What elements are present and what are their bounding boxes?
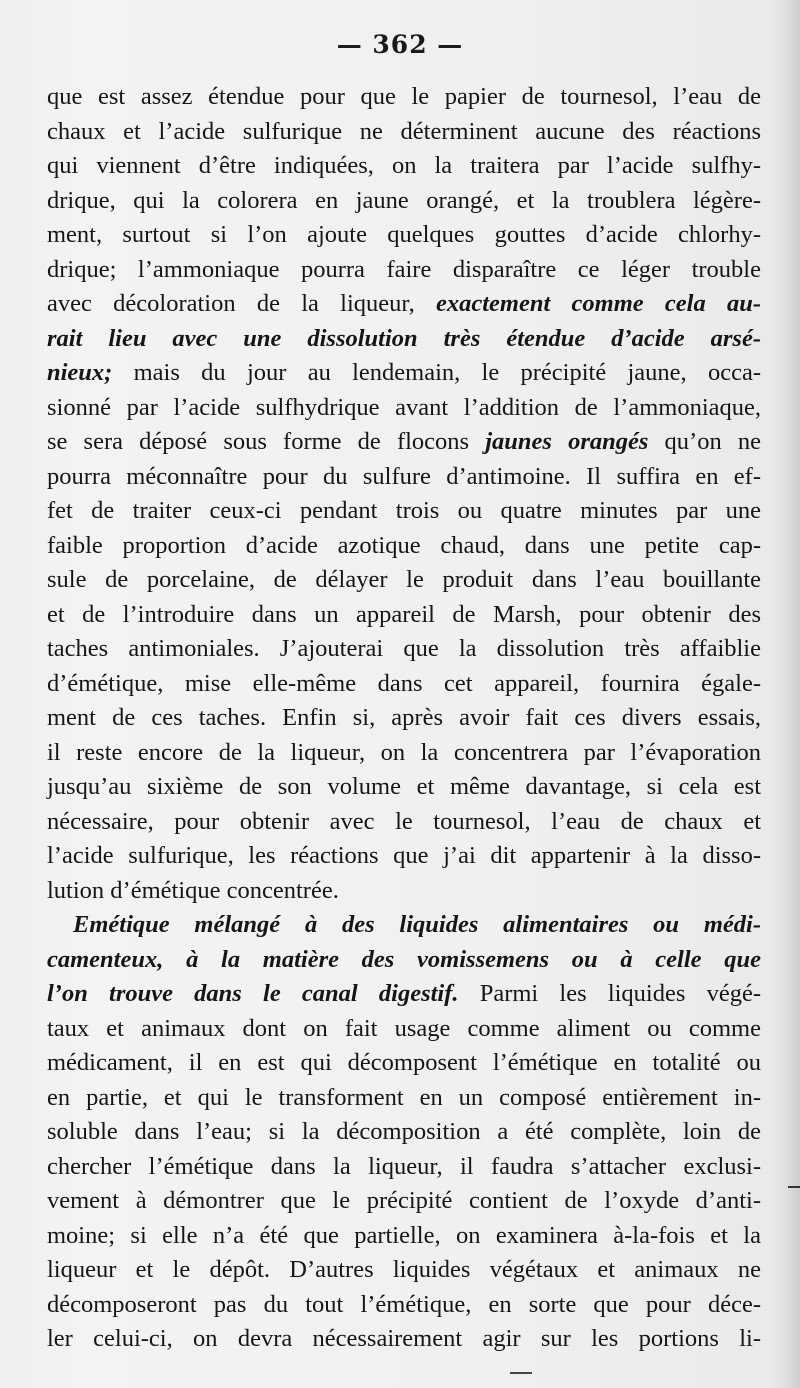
text-segment: vement à démontrer que le précipité contient de l’oxyde d’anti-: [47, 1187, 761, 1214]
text-segment: l’acide sulfurique, les réactions que j’ai dit appartenir à la disso-: [47, 842, 761, 869]
text-line: [47, 391, 761, 426]
text-line: [47, 218, 761, 253]
text-line: [47, 908, 761, 943]
text-line: [47, 1012, 761, 1047]
text-line: [47, 529, 761, 564]
italic-text-segment: l’on trouve dans le canal digestif.: [47, 980, 459, 1007]
text-line: [47, 1322, 761, 1357]
footer-mark: [510, 1372, 532, 1374]
text-segment: qu’on ne: [648, 428, 761, 455]
text-line: [47, 149, 761, 184]
text-line: [47, 736, 761, 771]
italic-text-segment: exactement comme cela au-: [435, 290, 762, 317]
text-segment: ment, surtout si l’on ajoute quelques gouttes d’acide chlorhy-: [47, 221, 761, 248]
text-line: [47, 115, 761, 150]
text-segment: décomposeront pas du tout l’émétique, en sorte que pour déce-: [47, 1290, 761, 1318]
text-segment: pourra méconnaître pour du sulfure d’antimoine. Il suffira en ef-: [47, 462, 761, 490]
text-segment: ment de ces taches. Enfin si, après avoir fait ces divers essais,: [47, 704, 761, 731]
text-line: [47, 1150, 761, 1185]
text-segment: jusqu’au sixième de son volume et même davantage, si cela est: [47, 773, 761, 800]
text-line: [47, 1081, 761, 1116]
text-line: [47, 1046, 761, 1081]
text-line: [47, 1184, 761, 1219]
text-line: [47, 356, 761, 391]
text-segment: Parmi les liquides végé-: [458, 980, 761, 1007]
text-segment: d’émétique, mise elle-même dans cet appareil, fournira égale-: [47, 669, 761, 697]
text-line: [47, 322, 761, 357]
text-line: [47, 770, 761, 805]
text-segment: drique, qui la colorera en jaune orangé, et la troublera légère-: [47, 186, 761, 214]
page-number: — 362 —: [336, 30, 464, 59]
italic-text-segment: camenteux, à la matière des vomissemens ou à celle que: [47, 945, 761, 973]
text-segment: taux et animaux dont on fait usage comme aliment ou comme: [47, 1014, 761, 1042]
body-text: [47, 80, 761, 1357]
margin-mark: [788, 1186, 800, 1188]
text-segment: sionné par l’acide sulfhydrique avant l’addition de l’ammoniaque,: [47, 393, 761, 421]
text-segment: liqueur et le dépôt. D’autres liquides végétaux et animaux ne: [47, 1256, 761, 1283]
text-segment: avec décoloration de la liqueur,: [47, 290, 436, 317]
text-line: [47, 563, 761, 598]
text-line: [47, 701, 761, 736]
text-segment: taches antimoniales. J’ajouterai que la dissolution très affaiblie: [47, 635, 761, 662]
page-edge-shadow: [772, 0, 800, 1388]
text-segment: lution d’émétique concentrée.: [47, 876, 339, 904]
text-line: [47, 839, 761, 874]
text-line: [47, 425, 761, 460]
text-line: [47, 805, 761, 840]
text-line: [47, 977, 761, 1012]
text-segment: moine; si elle n’a été que partielle, on examinera à-la-fois et la: [47, 1221, 761, 1249]
text-line: [47, 667, 761, 702]
text-segment: nécessaire, pour obtenir avec le tournesol, l’eau de chaux et: [47, 807, 761, 835]
text-line: [47, 1115, 761, 1150]
text-line: [47, 632, 761, 667]
text-segment: faible proportion d’acide azotique chaud, dans une petite cap-: [47, 531, 761, 559]
italic-text-segment: rait lieu avec une dissolution très étendue d’acide arsé-: [47, 324, 761, 352]
text-segment: se sera déposé sous forme de flocons: [47, 428, 486, 455]
text-line: [47, 460, 761, 495]
italic-text-segment: jaunes orangés: [485, 428, 649, 455]
text-line: [47, 1253, 761, 1288]
text-line: [47, 874, 761, 909]
text-segment: médicament, il en est qui décomposent l’émétique en totalité ou: [47, 1049, 761, 1076]
text-line: [47, 253, 761, 288]
text-segment: fet de traiter ceux-ci pendant trois ou quatre minutes par une: [47, 497, 761, 524]
italic-text-segment: nieux;: [47, 359, 134, 386]
text-line: [47, 287, 761, 322]
text-segment: soluble dans l’eau; si la décomposition a été complète, loin de: [47, 1118, 761, 1145]
text-segment: ler celui-ci, on devra nécessairement agir sur les portions li-: [47, 1325, 761, 1352]
text-segment: que est assez étendue pour que le papier de tournesol, l’eau de: [47, 83, 761, 110]
text-segment: chaux et l’acide sulfurique ne déterminent aucune des réactions: [47, 117, 761, 145]
text-segment: sule de porcelaine, de délayer le produit dans l’eau bouillante: [47, 566, 761, 593]
text-line: [47, 184, 761, 219]
text-segment: qui viennent d’être indiquées, on la traitera par l’acide sulfhy-: [47, 152, 761, 179]
text-line: [47, 494, 761, 529]
text-line: [47, 943, 761, 978]
text-line: [47, 80, 761, 115]
italic-text-segment: Emétique mélangé à des liquides alimentaires ou médi-: [73, 911, 761, 938]
text-segment: mais du jour au lendemain, le précipité jaune, occa-: [133, 359, 761, 386]
text-line: [47, 598, 761, 633]
text-segment: chercher l’émétique dans la liqueur, il faudra s’attacher exclusi-: [47, 1152, 761, 1180]
text-segment: il reste encore de la liqueur, on la concentrera par l’évaporation: [47, 738, 761, 766]
text-line: [47, 1219, 761, 1254]
text-segment: drique; l’ammoniaque pourra faire disparaître ce léger trouble: [47, 255, 761, 283]
text-line: [47, 1288, 761, 1323]
text-segment: et de l’introduire dans un appareil de Marsh, pour obtenir des: [47, 600, 761, 628]
text-segment: en partie, et qui le transforment en un composé entièrement in-: [47, 1083, 761, 1111]
